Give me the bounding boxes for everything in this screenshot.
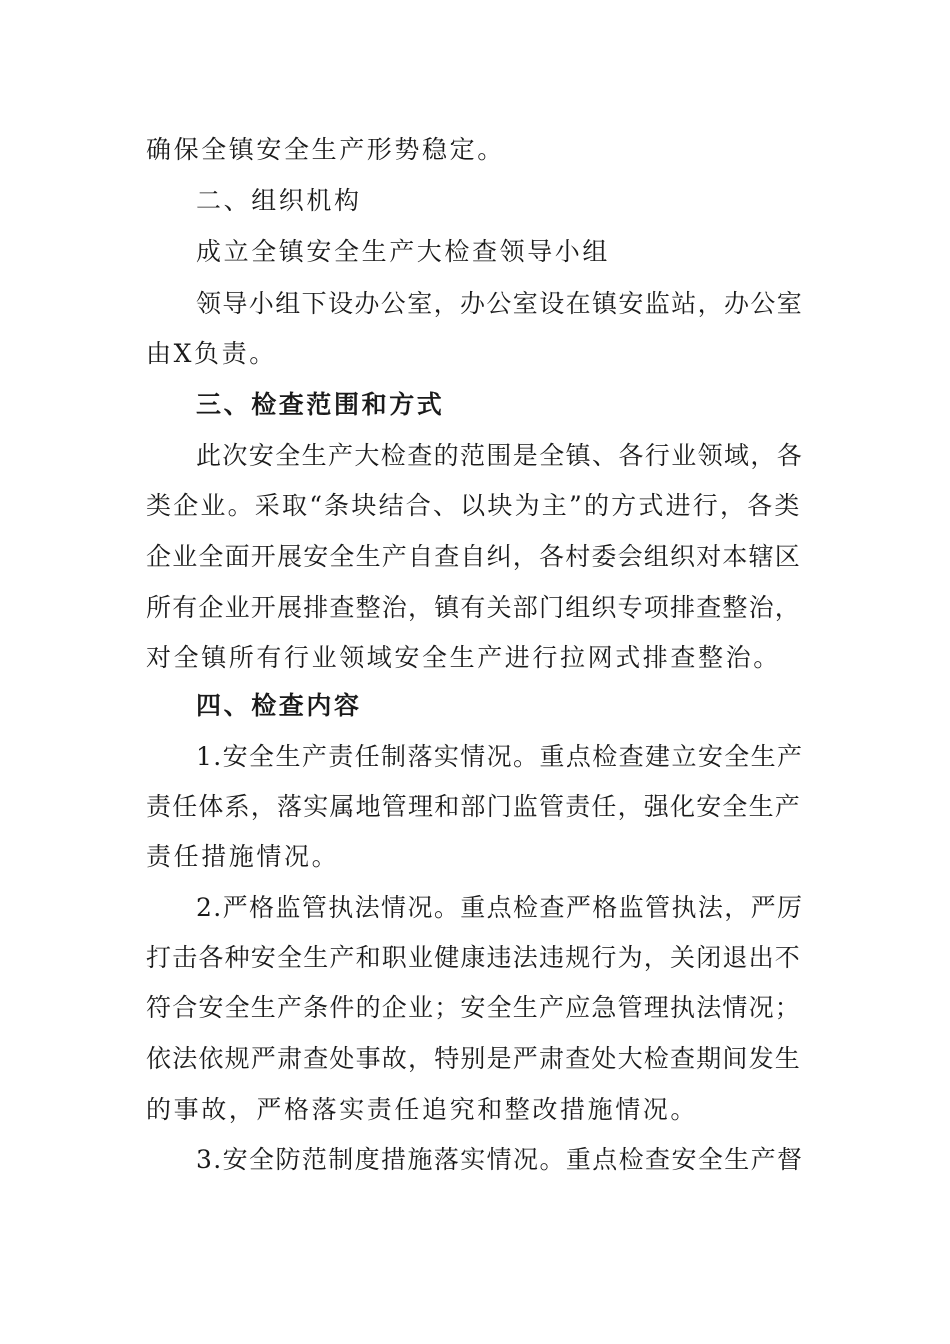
paragraph-line: 的事故，严格落实责任追究和整改措施情况。 — [146, 1095, 699, 1124]
paragraph-line: 1.安全生产责任制落实情况。重点检查建立安全生产 — [196, 742, 804, 771]
paragraph-line: 所有企业开展排查整治，镇有关部门组织专项排查整治， — [146, 593, 802, 622]
paragraph-line: 责任体系，落实属地管理和部门监管责任，强化安全生产 — [146, 792, 802, 821]
paragraph-line: 2.严格监管执法情况。重点检查严格监管执法，严厉 — [196, 893, 804, 922]
paragraph-line: 由X负责。 — [146, 339, 277, 368]
paragraph-line: 对全镇所有行业领域安全生产进行拉网式排查整治。 — [146, 643, 781, 672]
paragraph-line: 3.安全防范制度措施落实情况。重点检查安全生产督 — [196, 1145, 804, 1174]
paragraph-line: 依法依规严肃查处事故，特别是严肃查处大检查期间发生 — [146, 1044, 802, 1073]
paragraph-line: 成立全镇安全生产大检查领导小组 — [196, 237, 611, 266]
section-heading: 二、组织机构 — [196, 186, 362, 215]
paragraph-line: 类企业。采取“条块结合、以块为主”的方式进行，各类 — [146, 491, 802, 520]
paragraph-line: 此次安全生产大检查的范围是全镇、各行业领域，各 — [196, 441, 804, 470]
paragraph-line: 确保全镇安全生产形势稳定。 — [146, 135, 505, 164]
paragraph-line: 责任措施情况。 — [146, 842, 340, 871]
paragraph-line: 企业全面开展安全生产自查自纠，各村委会组织对本辖区 — [146, 542, 802, 571]
paragraph-line: 符合安全生产条件的企业；安全生产应急管理执法情况； — [146, 993, 802, 1022]
section-heading: 四、检查内容 — [196, 691, 362, 720]
paragraph-line: 领导小组下设办公室，办公室设在镇安监站，办公室 — [196, 289, 804, 318]
section-heading: 三、检查范围和方式 — [196, 390, 445, 419]
paragraph-line: 打击各种安全生产和职业健康违法违规行为，关闭退出不 — [146, 943, 802, 972]
